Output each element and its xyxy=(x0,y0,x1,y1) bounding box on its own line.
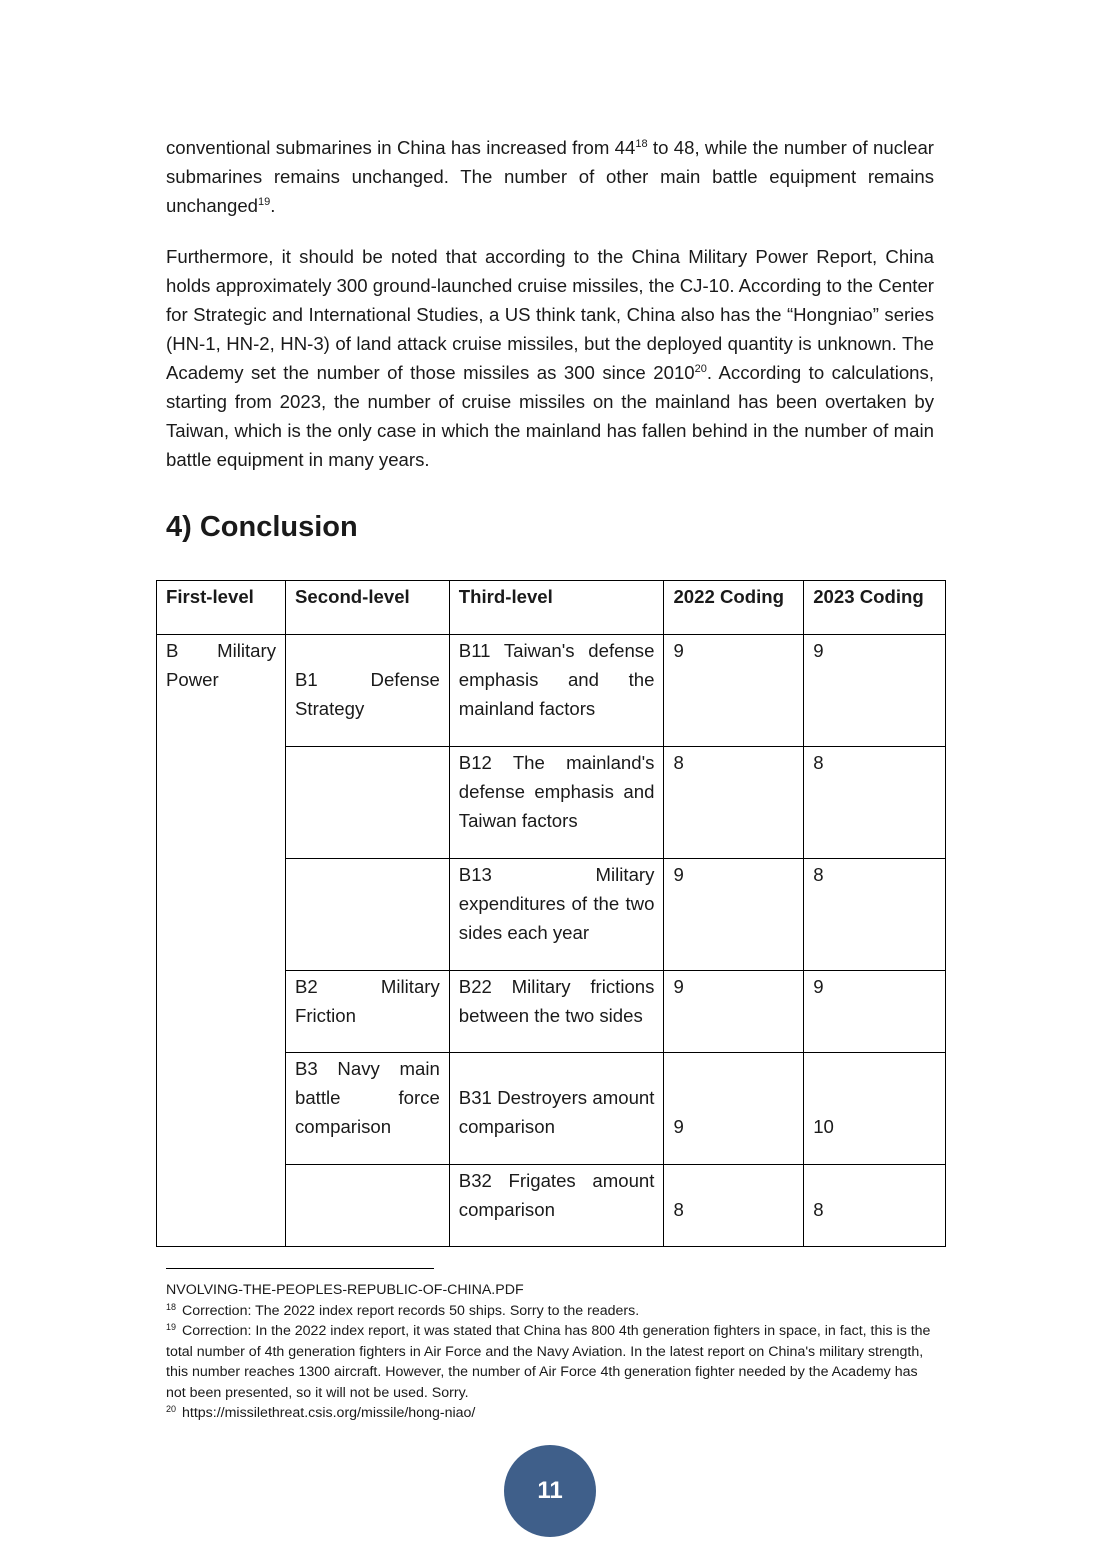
footnote-link[interactable]: https://missilethreat.csis.org/missile/hong-niao/ xyxy=(182,1405,476,1421)
coding-2023-cell: 9 xyxy=(804,971,946,1053)
third-level-text: B32 Frigates amount comparison xyxy=(458,1170,655,1220)
footnote-continued: NVOLVING-THE-PEOPLES-REPUBLIC-OF-CHINA.PDF xyxy=(166,1282,524,1298)
footnote-number: 18 xyxy=(166,1301,177,1312)
footnote-divider xyxy=(166,1268,434,1269)
footnote-ref-20[interactable]: 20 xyxy=(694,363,707,375)
coding-2023-cell: 8 xyxy=(804,859,946,971)
coding-table xyxy=(156,580,946,1247)
third-level-text: B13 Military expenditures of the two sides each year xyxy=(458,864,655,943)
coding-2023-cell xyxy=(804,1053,946,1165)
coding-2022-cell: 9 xyxy=(664,635,804,747)
footnote-18 xyxy=(166,1301,936,1322)
paragraph-text: . According to calculations, starting from 2023, the number of cruise missiles on the mainland has been overtaken by Taiwan, which is the only case in which the mainland has fallen behind in the number of main battle equipment in many years. xyxy=(166,362,934,470)
coding-2023-cell: 8 xyxy=(804,747,946,859)
third-level-cell xyxy=(449,971,664,1053)
paragraph-cruise-missiles xyxy=(166,242,934,474)
header-2023-coding: 2023 Coding xyxy=(804,581,946,635)
second-level-cell xyxy=(286,1165,450,1247)
third-level-text: B11 Taiwan's defense emphasis and the mainland factors xyxy=(458,640,655,719)
second-level-cell xyxy=(286,859,450,971)
paragraph-text: . xyxy=(270,195,276,216)
coding-2022-value: 9 xyxy=(673,1116,684,1137)
third-level-text: B31 Destroyers amount comparison xyxy=(458,1087,655,1137)
header-first-level: First-level xyxy=(157,581,286,635)
footnote-number: 20 xyxy=(166,1404,177,1414)
footnote-text: Correction: In the 2022 index report, it was stated that China has 800 4th generation fighters in space, in fact, this is the total number of 4th generation fighters in Air Force and the Navy Aviation. In the latest report on China's military strength, this number reaches 1300 aircraft. However, the number of Air Force 4th generation fighter needed by the Academy has not been presented, so it will not be used. Sorry. xyxy=(166,1323,931,1401)
third-level-cell xyxy=(449,859,664,971)
footnotes xyxy=(166,1280,936,1424)
footnote-ref-18[interactable]: 18 xyxy=(635,138,648,150)
footnote-number: 19 xyxy=(166,1322,177,1332)
paragraph-text: to 48, while the number of nuclear submarines remains unchanged. The number of other main battle equipment remains unchanged xyxy=(166,137,934,216)
coding-2022-value: 8 xyxy=(673,1199,684,1220)
table-row xyxy=(157,635,946,747)
footnote-19 xyxy=(166,1321,936,1403)
page-number-badge xyxy=(504,1445,596,1537)
third-level-cell xyxy=(449,1165,664,1247)
header-second-level: Second-level xyxy=(286,581,450,635)
section-heading-conclusion: 4) Conclusion xyxy=(166,511,358,543)
third-level-cell xyxy=(449,635,664,747)
second-level-cell xyxy=(286,1053,450,1165)
coding-2022-cell: 8 xyxy=(664,747,804,859)
third-level-text: B22 Military frictions between the two sides xyxy=(458,976,655,1026)
second-level-cell xyxy=(286,635,450,747)
footnote-ref-19[interactable]: 19 xyxy=(258,196,271,208)
coding-2022-cell xyxy=(664,1053,804,1165)
coding-2022-cell: 9 xyxy=(664,859,804,971)
second-level-text: B2 Military Friction xyxy=(295,976,440,1026)
paragraph-text: Furthermore, it should be noted that according to the China Military Power Report, China holds approximately 300 ground-launched cruise missiles, the CJ-10. According to the Center for Strategic and International Studies, a US think tank, China also has the “Hongniao” series (HN-1, HN-2, HN-3) of land attack cruise missiles, but the deployed quantity is unknown. The Academy set the number of those missiles as 300 since 2010 xyxy=(166,246,934,383)
header-2022-coding: 2022 Coding xyxy=(664,581,804,635)
table-header-row xyxy=(157,581,946,635)
second-level-cell xyxy=(286,747,450,859)
paragraph-text: conventional submarines in China has increased from 44 xyxy=(166,137,636,158)
coding-2023-cell: 9 xyxy=(804,635,946,747)
third-level-text: B12 The mainland's defense emphasis and Taiwan factors xyxy=(458,752,655,831)
coding-2023-value: 8 xyxy=(813,1199,824,1220)
coding-2022-cell: 9 xyxy=(664,971,804,1053)
header-third-level: Third-level xyxy=(449,581,664,635)
footnote-text: Correction: The 2022 index report records 50 ships. Sorry to the readers. xyxy=(182,1302,640,1319)
coding-2023-value: 10 xyxy=(813,1116,834,1137)
second-level-text: B1 Defense Strategy xyxy=(295,669,440,719)
footnote-20 xyxy=(166,1403,936,1424)
coding-2023-cell xyxy=(804,1165,946,1247)
paragraph-submarines xyxy=(166,133,934,220)
second-level-cell xyxy=(286,971,450,1053)
body-text xyxy=(166,133,934,496)
first-level-cell: B Military Power xyxy=(157,635,286,1247)
second-level-text: B3 Navy main battle force comparison xyxy=(295,1058,440,1137)
third-level-cell xyxy=(449,747,664,859)
page-number: 11 xyxy=(537,1477,563,1504)
coding-2022-cell xyxy=(664,1165,804,1247)
third-level-cell xyxy=(449,1053,664,1165)
